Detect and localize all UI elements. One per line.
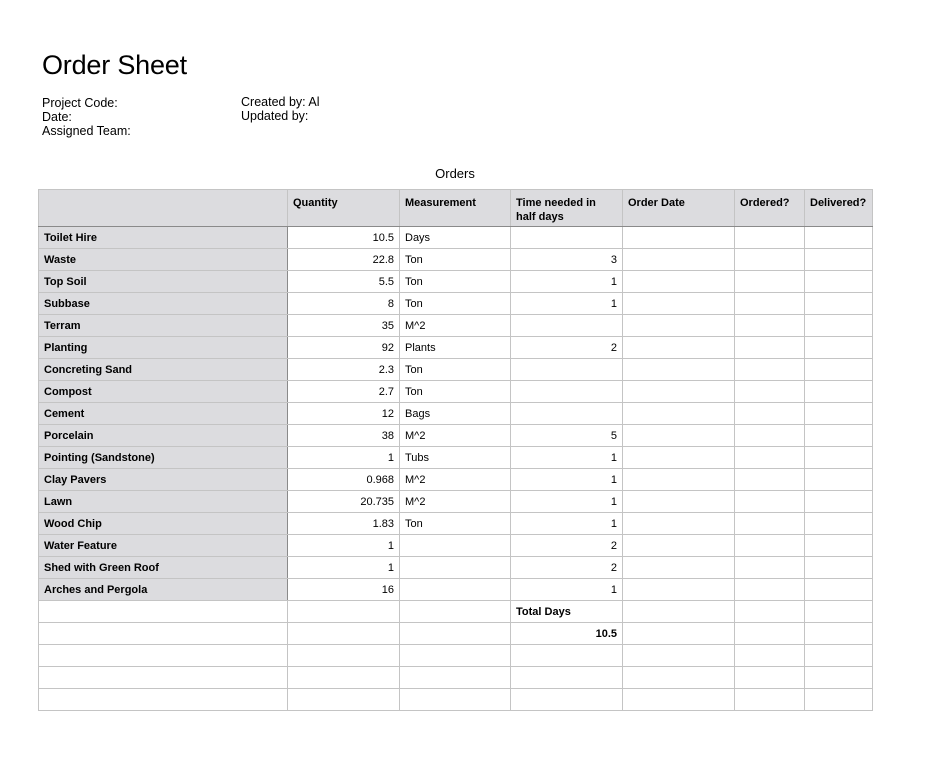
empty-cell[interactable] xyxy=(39,645,288,667)
empty-cell[interactable] xyxy=(400,689,511,711)
table-row xyxy=(39,359,873,381)
time-needed-cell[interactable] xyxy=(511,359,623,381)
delivered-cell[interactable] xyxy=(805,271,873,293)
measurement-cell[interactable]: M^2 xyxy=(400,491,511,513)
table-row xyxy=(39,381,873,403)
quantity-cell[interactable]: 1 xyxy=(288,557,400,579)
empty-cell[interactable] xyxy=(511,667,623,689)
measurement-cell[interactable]: Tubs xyxy=(400,447,511,469)
delivered-cell[interactable] xyxy=(805,337,873,359)
order-date-cell[interactable] xyxy=(623,403,735,425)
project-meta-left xyxy=(42,96,131,138)
empty-cell[interactable] xyxy=(735,645,805,667)
item-cell[interactable]: Porcelain xyxy=(39,425,288,447)
ordered-cell[interactable] xyxy=(735,271,805,293)
item-cell[interactable]: Water Feature xyxy=(39,535,288,557)
table-row xyxy=(39,403,873,425)
time-needed-cell[interactable] xyxy=(511,227,623,249)
item-cell[interactable]: Shed with Green Roof xyxy=(39,557,288,579)
quantity-cell[interactable]: 20.735 xyxy=(288,491,400,513)
quantity-cell[interactable]: 5.5 xyxy=(288,271,400,293)
orders-table xyxy=(38,189,873,711)
item-cell[interactable]: Pointing (Sandstone) xyxy=(39,447,288,469)
time-needed-cell[interactable]: 1 xyxy=(511,271,623,293)
empty-cell[interactable] xyxy=(400,667,511,689)
order-date-cell[interactable] xyxy=(623,271,735,293)
measurement-cell[interactable]: Ton xyxy=(400,249,511,271)
measurement-cell[interactable]: M^2 xyxy=(400,469,511,491)
quantity-cell[interactable]: 8 xyxy=(288,293,400,315)
ordered-cell[interactable] xyxy=(735,579,805,601)
item-cell[interactable]: Toilet Hire xyxy=(39,227,288,249)
item-cell[interactable]: Lawn xyxy=(39,491,288,513)
empty-cell[interactable] xyxy=(623,623,735,645)
delivered-cell[interactable] xyxy=(805,447,873,469)
ordered-cell[interactable] xyxy=(735,491,805,513)
time-needed-cell[interactable]: 5 xyxy=(511,425,623,447)
item-cell[interactable]: Planting xyxy=(39,337,288,359)
table-row xyxy=(39,557,873,579)
project-code-label: Project Code: xyxy=(42,96,118,110)
empty-cell[interactable] xyxy=(288,645,400,667)
time-needed-cell[interactable] xyxy=(511,403,623,425)
order-date-cell[interactable] xyxy=(623,315,735,337)
time-needed-cell[interactable]: 3 xyxy=(511,249,623,271)
ordered-cell[interactable] xyxy=(735,403,805,425)
empty-cell[interactable] xyxy=(288,667,400,689)
empty-cell[interactable] xyxy=(623,645,735,667)
empty-cell[interactable] xyxy=(400,623,511,645)
order-date-cell[interactable] xyxy=(623,513,735,535)
total-days-label[interactable]: Total Days xyxy=(511,601,623,623)
order-date-cell[interactable] xyxy=(623,557,735,579)
empty-cell[interactable] xyxy=(735,601,805,623)
time-needed-cell[interactable]: 2 xyxy=(511,337,623,359)
ordered-cell[interactable] xyxy=(735,315,805,337)
measurement-cell[interactable]: M^2 xyxy=(400,425,511,447)
item-cell[interactable]: Top Soil xyxy=(39,271,288,293)
ordered-cell[interactable] xyxy=(735,557,805,579)
delivered-cell[interactable] xyxy=(805,315,873,337)
table-row xyxy=(39,579,873,601)
delivered-cell[interactable] xyxy=(805,469,873,491)
ordered-cell[interactable] xyxy=(735,359,805,381)
delivered-cell[interactable] xyxy=(805,227,873,249)
delivered-cell[interactable] xyxy=(805,381,873,403)
table-row xyxy=(39,469,873,491)
project-meta-right xyxy=(241,95,320,123)
time-needed-cell[interactable]: 1 xyxy=(511,491,623,513)
empty-cell[interactable] xyxy=(623,601,735,623)
order-date-cell[interactable] xyxy=(623,579,735,601)
ordered-cell[interactable] xyxy=(735,337,805,359)
empty-cell[interactable] xyxy=(511,645,623,667)
measurement-cell[interactable]: Plants xyxy=(400,337,511,359)
measurement-cell[interactable]: Ton xyxy=(400,513,511,535)
order-date-cell[interactable] xyxy=(623,359,735,381)
empty-cell[interactable] xyxy=(805,623,873,645)
quantity-cell[interactable]: 0.968 xyxy=(288,469,400,491)
quantity-cell[interactable]: 1 xyxy=(288,535,400,557)
item-cell[interactable]: Wood Chip xyxy=(39,513,288,535)
empty-cell[interactable] xyxy=(400,601,511,623)
empty-cell[interactable] xyxy=(805,667,873,689)
delivered-cell[interactable] xyxy=(805,535,873,557)
item-cell[interactable]: Clay Pavers xyxy=(39,469,288,491)
order-date-cell[interactable] xyxy=(623,227,735,249)
column-header-time-needed[interactable]: Time needed in half days xyxy=(511,190,623,227)
delivered-cell[interactable] xyxy=(805,403,873,425)
table-row xyxy=(39,337,873,359)
time-needed-cell[interactable]: 2 xyxy=(511,535,623,557)
table-row xyxy=(39,227,873,249)
time-needed-cell[interactable] xyxy=(511,315,623,337)
delivered-cell[interactable] xyxy=(805,491,873,513)
measurement-cell[interactable]: Days xyxy=(400,227,511,249)
empty-cell[interactable] xyxy=(735,667,805,689)
measurement-cell[interactable]: Bags xyxy=(400,403,511,425)
assigned-team-label: Assigned Team: xyxy=(42,124,131,138)
empty-row xyxy=(39,689,873,711)
empty-row xyxy=(39,667,873,689)
quantity-cell[interactable]: 22.8 xyxy=(288,249,400,271)
column-header-item[interactable] xyxy=(39,190,288,227)
empty-cell[interactable] xyxy=(39,667,288,689)
total-label-row xyxy=(39,601,873,623)
item-cell[interactable]: Waste xyxy=(39,249,288,271)
column-header-ordered[interactable]: Ordered? xyxy=(735,190,805,227)
page-title: Order Sheet xyxy=(42,50,187,80)
table-body xyxy=(39,227,873,711)
quantity-cell[interactable]: 10.5 xyxy=(288,227,400,249)
order-date-cell[interactable] xyxy=(623,491,735,513)
empty-cell[interactable] xyxy=(735,623,805,645)
delivered-cell[interactable] xyxy=(805,293,873,315)
order-date-cell[interactable] xyxy=(623,381,735,403)
measurement-cell[interactable] xyxy=(400,535,511,557)
empty-cell[interactable] xyxy=(735,689,805,711)
quantity-cell[interactable]: 1 xyxy=(288,447,400,469)
quantity-cell[interactable]: 2.7 xyxy=(288,381,400,403)
table-row xyxy=(39,425,873,447)
table-header-row xyxy=(39,190,873,227)
time-needed-cell[interactable] xyxy=(511,381,623,403)
order-date-cell[interactable] xyxy=(623,469,735,491)
table-row xyxy=(39,447,873,469)
time-needed-cell[interactable]: 2 xyxy=(511,557,623,579)
ordered-cell[interactable] xyxy=(735,513,805,535)
empty-cell[interactable] xyxy=(288,623,400,645)
quantity-cell[interactable]: 35 xyxy=(288,315,400,337)
ordered-cell[interactable] xyxy=(735,227,805,249)
quantity-cell[interactable]: 38 xyxy=(288,425,400,447)
table-row xyxy=(39,271,873,293)
column-header-order-date[interactable]: Order Date xyxy=(623,190,735,227)
table-row xyxy=(39,249,873,271)
quantity-cell[interactable]: 12 xyxy=(288,403,400,425)
column-header-measurement[interactable]: Measurement xyxy=(400,190,511,227)
empty-row xyxy=(39,645,873,667)
item-cell[interactable]: Cement xyxy=(39,403,288,425)
ordered-cell[interactable] xyxy=(735,447,805,469)
table-row xyxy=(39,293,873,315)
empty-cell[interactable] xyxy=(288,689,400,711)
item-cell[interactable]: Subbase xyxy=(39,293,288,315)
total-value-row xyxy=(39,623,873,645)
quantity-cell[interactable]: 92 xyxy=(288,337,400,359)
column-header-quantity[interactable]: Quantity xyxy=(288,190,400,227)
measurement-cell[interactable] xyxy=(400,557,511,579)
time-needed-cell[interactable]: 1 xyxy=(511,579,623,601)
delivered-cell[interactable] xyxy=(805,557,873,579)
order-date-cell[interactable] xyxy=(623,447,735,469)
empty-cell[interactable] xyxy=(39,601,288,623)
ordered-cell[interactable] xyxy=(735,425,805,447)
created-by-label: Created by: Al xyxy=(241,95,320,109)
order-date-cell[interactable] xyxy=(623,535,735,557)
empty-cell[interactable] xyxy=(623,689,735,711)
time-needed-cell[interactable]: 1 xyxy=(511,293,623,315)
ordered-cell[interactable] xyxy=(735,249,805,271)
item-cell[interactable]: Terram xyxy=(39,315,288,337)
measurement-cell[interactable]: M^2 xyxy=(400,315,511,337)
delivered-cell[interactable] xyxy=(805,579,873,601)
item-cell[interactable]: Compost xyxy=(39,381,288,403)
measurement-cell[interactable]: Ton xyxy=(400,271,511,293)
date-label: Date: xyxy=(42,110,72,124)
delivered-cell[interactable] xyxy=(805,513,873,535)
empty-cell[interactable] xyxy=(39,689,288,711)
quantity-cell[interactable]: 16 xyxy=(288,579,400,601)
table-row xyxy=(39,535,873,557)
empty-cell[interactable] xyxy=(511,689,623,711)
table-row xyxy=(39,315,873,337)
empty-cell[interactable] xyxy=(805,645,873,667)
item-cell[interactable]: Concreting Sand xyxy=(39,359,288,381)
time-needed-cell[interactable]: 1 xyxy=(511,447,623,469)
order-date-cell[interactable] xyxy=(623,249,735,271)
measurement-cell[interactable] xyxy=(400,579,511,601)
ordered-cell[interactable] xyxy=(735,469,805,491)
updated-by-label: Updated by: xyxy=(241,109,309,123)
delivered-cell[interactable] xyxy=(805,425,873,447)
empty-cell[interactable] xyxy=(288,601,400,623)
empty-cell[interactable] xyxy=(400,645,511,667)
empty-cell[interactable] xyxy=(39,623,288,645)
order-date-cell[interactable] xyxy=(623,337,735,359)
measurement-cell[interactable]: Ton xyxy=(400,359,511,381)
total-days-value[interactable]: 10.5 xyxy=(511,623,623,645)
delivered-cell[interactable] xyxy=(805,249,873,271)
delivered-cell[interactable] xyxy=(805,359,873,381)
measurement-cell[interactable]: Ton xyxy=(400,381,511,403)
item-cell[interactable]: Arches and Pergola xyxy=(39,579,288,601)
ordered-cell[interactable] xyxy=(735,535,805,557)
measurement-cell[interactable]: Ton xyxy=(400,293,511,315)
order-date-cell[interactable] xyxy=(623,425,735,447)
ordered-cell[interactable] xyxy=(735,293,805,315)
table-row xyxy=(39,491,873,513)
time-needed-cell[interactable]: 1 xyxy=(511,513,623,535)
quantity-cell[interactable]: 1.83 xyxy=(288,513,400,535)
ordered-cell[interactable] xyxy=(735,381,805,403)
time-needed-cell[interactable]: 1 xyxy=(511,469,623,491)
empty-cell[interactable] xyxy=(805,601,873,623)
empty-cell[interactable] xyxy=(805,689,873,711)
table-caption: Orders xyxy=(435,166,475,181)
quantity-cell[interactable]: 2.3 xyxy=(288,359,400,381)
empty-cell[interactable] xyxy=(623,667,735,689)
order-date-cell[interactable] xyxy=(623,293,735,315)
table-row xyxy=(39,513,873,535)
column-header-delivered[interactable]: Delivered? xyxy=(805,190,873,227)
